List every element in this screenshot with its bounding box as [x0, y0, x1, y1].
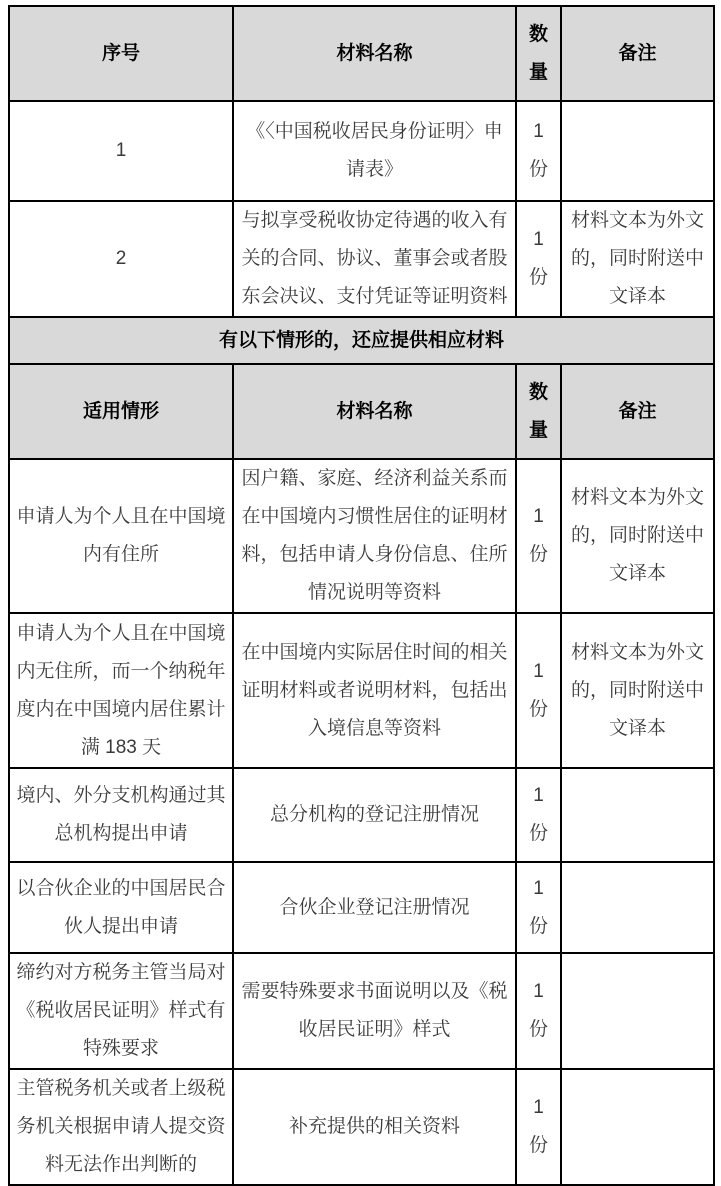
header-cell-no: 序号 [9, 6, 233, 101]
cell-note [561, 862, 714, 953]
cell-scenario: 以合伙企业的中国居民合伙人提出申请 [9, 862, 233, 953]
cell-note [561, 1069, 714, 1185]
cell-quantity: 1 份 [516, 953, 561, 1069]
cell-scenario: 境内、外分支机构通过其总机构提出申请 [9, 768, 233, 862]
header-cell-material: 材料名称 [233, 6, 516, 101]
cell-scenario: 申请人为个人且在中国境内无住所，而一个纳税年度内在中国境内居住累计满 183 天 [9, 613, 233, 768]
cell-quantity: 1 份 [516, 613, 561, 768]
header-cell-material: 材料名称 [233, 364, 516, 459]
cell-material: 需要特殊要求书面说明以及《税收居民证明》样式 [233, 953, 516, 1069]
cell-note [561, 101, 714, 201]
cell-quantity: 1 份 [516, 768, 561, 862]
cell-scenario: 缔约对方税务主管当局对《税收居民证明》样式有特殊要求 [9, 953, 233, 1069]
cell-quantity: 1 份 [516, 101, 561, 201]
cell-material: 因户籍、家庭、经济利益关系而在中国境内习惯性居住的证明材料，包括申请人身份信息、住所情况说明等资料 [233, 459, 516, 613]
section2-header-row [9, 364, 714, 459]
header-cell-note: 备注 [561, 364, 714, 459]
cell-material: 《〈中国税收居民身份证明〉申请表》 [233, 101, 516, 201]
section-divider-row [9, 317, 714, 364]
cell-material: 与拟享受税收协定待遇的收入有关的合同、协议、董事会或者股东会决议、支付凭证等证明资料 [233, 201, 516, 317]
section1-header-row [9, 6, 714, 101]
table-row [9, 101, 714, 201]
table-row [9, 1069, 714, 1185]
cell-quantity: 1 份 [516, 201, 561, 317]
cell-scenario: 主管税务机关或者上级税务机关根据申请人提交资料无法作出判断的 [9, 1069, 233, 1185]
cell-quantity: 1 份 [516, 459, 561, 613]
header-cell-note: 备注 [561, 6, 714, 101]
section-divider-label: 有以下情形的，还应提供相应材料 [9, 317, 714, 364]
cell-material: 补充提供的相关资料 [233, 1069, 516, 1185]
cell-material: 在中国境内实际居住时间的相关证明材料或者说明材料，包括出入境信息等资料 [233, 613, 516, 768]
cell-note [561, 953, 714, 1069]
cell-quantity: 1 份 [516, 1069, 561, 1185]
cell-material: 合伙企业登记注册情况 [233, 862, 516, 953]
table-row [9, 768, 714, 862]
materials-table [8, 5, 715, 1186]
cell-quantity: 1 份 [516, 862, 561, 953]
cell-note: 材料文本为外文的，同时附送中文译本 [561, 201, 714, 317]
cell-material: 总分机构的登记注册情况 [233, 768, 516, 862]
header-cell-quantity: 数量 [516, 364, 561, 459]
table-row [9, 459, 714, 613]
cell-note: 材料文本为外文的，同时附送中文译本 [561, 459, 714, 613]
cell-scenario: 申请人为个人且在中国境内有住所 [9, 459, 233, 613]
cell-no: 2 [9, 201, 233, 317]
header-cell-quantity: 数量 [516, 6, 561, 101]
cell-no: 1 [9, 101, 233, 201]
table-row [9, 201, 714, 317]
table-row [9, 953, 714, 1069]
table-row [9, 613, 714, 768]
cell-note [561, 768, 714, 862]
header-cell-scenario: 适用情形 [9, 364, 233, 459]
cell-note: 材料文本为外文的，同时附送中文译本 [561, 613, 714, 768]
table-row [9, 862, 714, 953]
